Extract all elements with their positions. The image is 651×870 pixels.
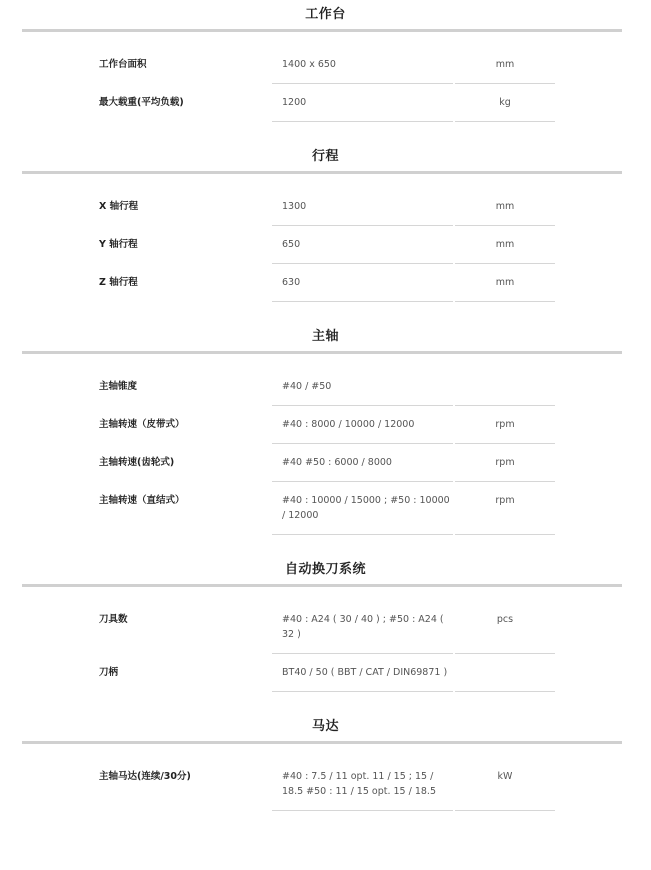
section-title: 行程 — [311, 149, 339, 164]
spec-row — [0, 482, 651, 535]
spec-label: 刀具数 — [99, 614, 128, 625]
spec-label: 刀柄 — [99, 667, 119, 678]
spec-row — [0, 368, 651, 406]
spec-value: #40 #50 : 6000 / 8000 — [272, 444, 453, 482]
spec-label: 最大载重(平均负载) — [99, 97, 184, 108]
section-title: 马达 — [311, 719, 339, 734]
spec-row — [0, 84, 651, 122]
spec-row — [0, 444, 651, 482]
spec-unit — [455, 368, 555, 406]
spec-unit: pcs — [455, 601, 555, 654]
section-travel — [0, 142, 651, 322]
spec-row — [0, 264, 651, 302]
section-title: 主轴 — [311, 329, 339, 344]
spec-label: 主轴转速（皮带式） — [99, 419, 185, 430]
spec-label: 主轴转速（直结式） — [99, 495, 185, 506]
spec-unit: kg — [455, 84, 555, 122]
spec-unit: rpm — [455, 406, 555, 444]
spec-value: #40 : A24 ( 30 / 40 ) ; #50 : A24 ( 32 ) — [272, 601, 453, 654]
section-title: 工作台 — [305, 7, 346, 22]
spec-value: 1400 x 650 — [272, 46, 453, 84]
spec-unit: mm — [455, 264, 555, 302]
spec-unit: kW — [455, 758, 555, 811]
section-motor — [0, 712, 651, 831]
spec-unit: mm — [455, 46, 555, 84]
spec-label: Z 轴行程 — [99, 277, 138, 288]
spec-unit: mm — [455, 188, 555, 226]
spec-label: 主轴锥度 — [99, 381, 138, 392]
spec-unit: mm — [455, 226, 555, 264]
spec-label: 主轴转速(齿轮式) — [99, 457, 175, 468]
spec-row — [0, 654, 651, 692]
section-title: 自动换刀系统 — [284, 562, 366, 577]
spec-label: X 轴行程 — [99, 201, 139, 212]
spec-value: 1300 — [272, 188, 453, 226]
spec-value: #40 : 10000 / 15000 ; #50 : 10000 / 12000 — [272, 482, 453, 535]
section-atc — [0, 555, 651, 712]
spec-value: #40 : 8000 / 10000 / 12000 — [272, 406, 453, 444]
spec-value: #40 : 7.5 / 11 opt. 11 / 15 ; 15 / 18.5 #50 : 11 / 15 opt. 15 / 18.5 — [272, 758, 453, 811]
spec-row — [0, 188, 651, 226]
spec-row — [0, 226, 651, 264]
spec-value: 1200 — [272, 84, 453, 122]
spec-value: 630 — [272, 264, 453, 302]
spec-label: 主轴马达(连续/30分) — [99, 771, 191, 782]
spec-row — [0, 758, 651, 811]
section-spindle — [0, 322, 651, 555]
spec-value: #40 / #50 — [272, 368, 453, 406]
spec-row — [0, 46, 651, 84]
spec-row — [0, 601, 651, 654]
spec-unit: rpm — [455, 482, 555, 535]
spec-row — [0, 406, 651, 444]
section-worktable — [0, 0, 651, 142]
spec-unit: rpm — [455, 444, 555, 482]
spec-unit — [455, 654, 555, 692]
spec-label: 工作台面积 — [99, 59, 147, 70]
spec-value: 650 — [272, 226, 453, 264]
spec-label: Y 轴行程 — [99, 239, 138, 250]
spec-value: BT40 / 50 ( BBT / CAT / DIN69871 ) — [272, 654, 453, 692]
